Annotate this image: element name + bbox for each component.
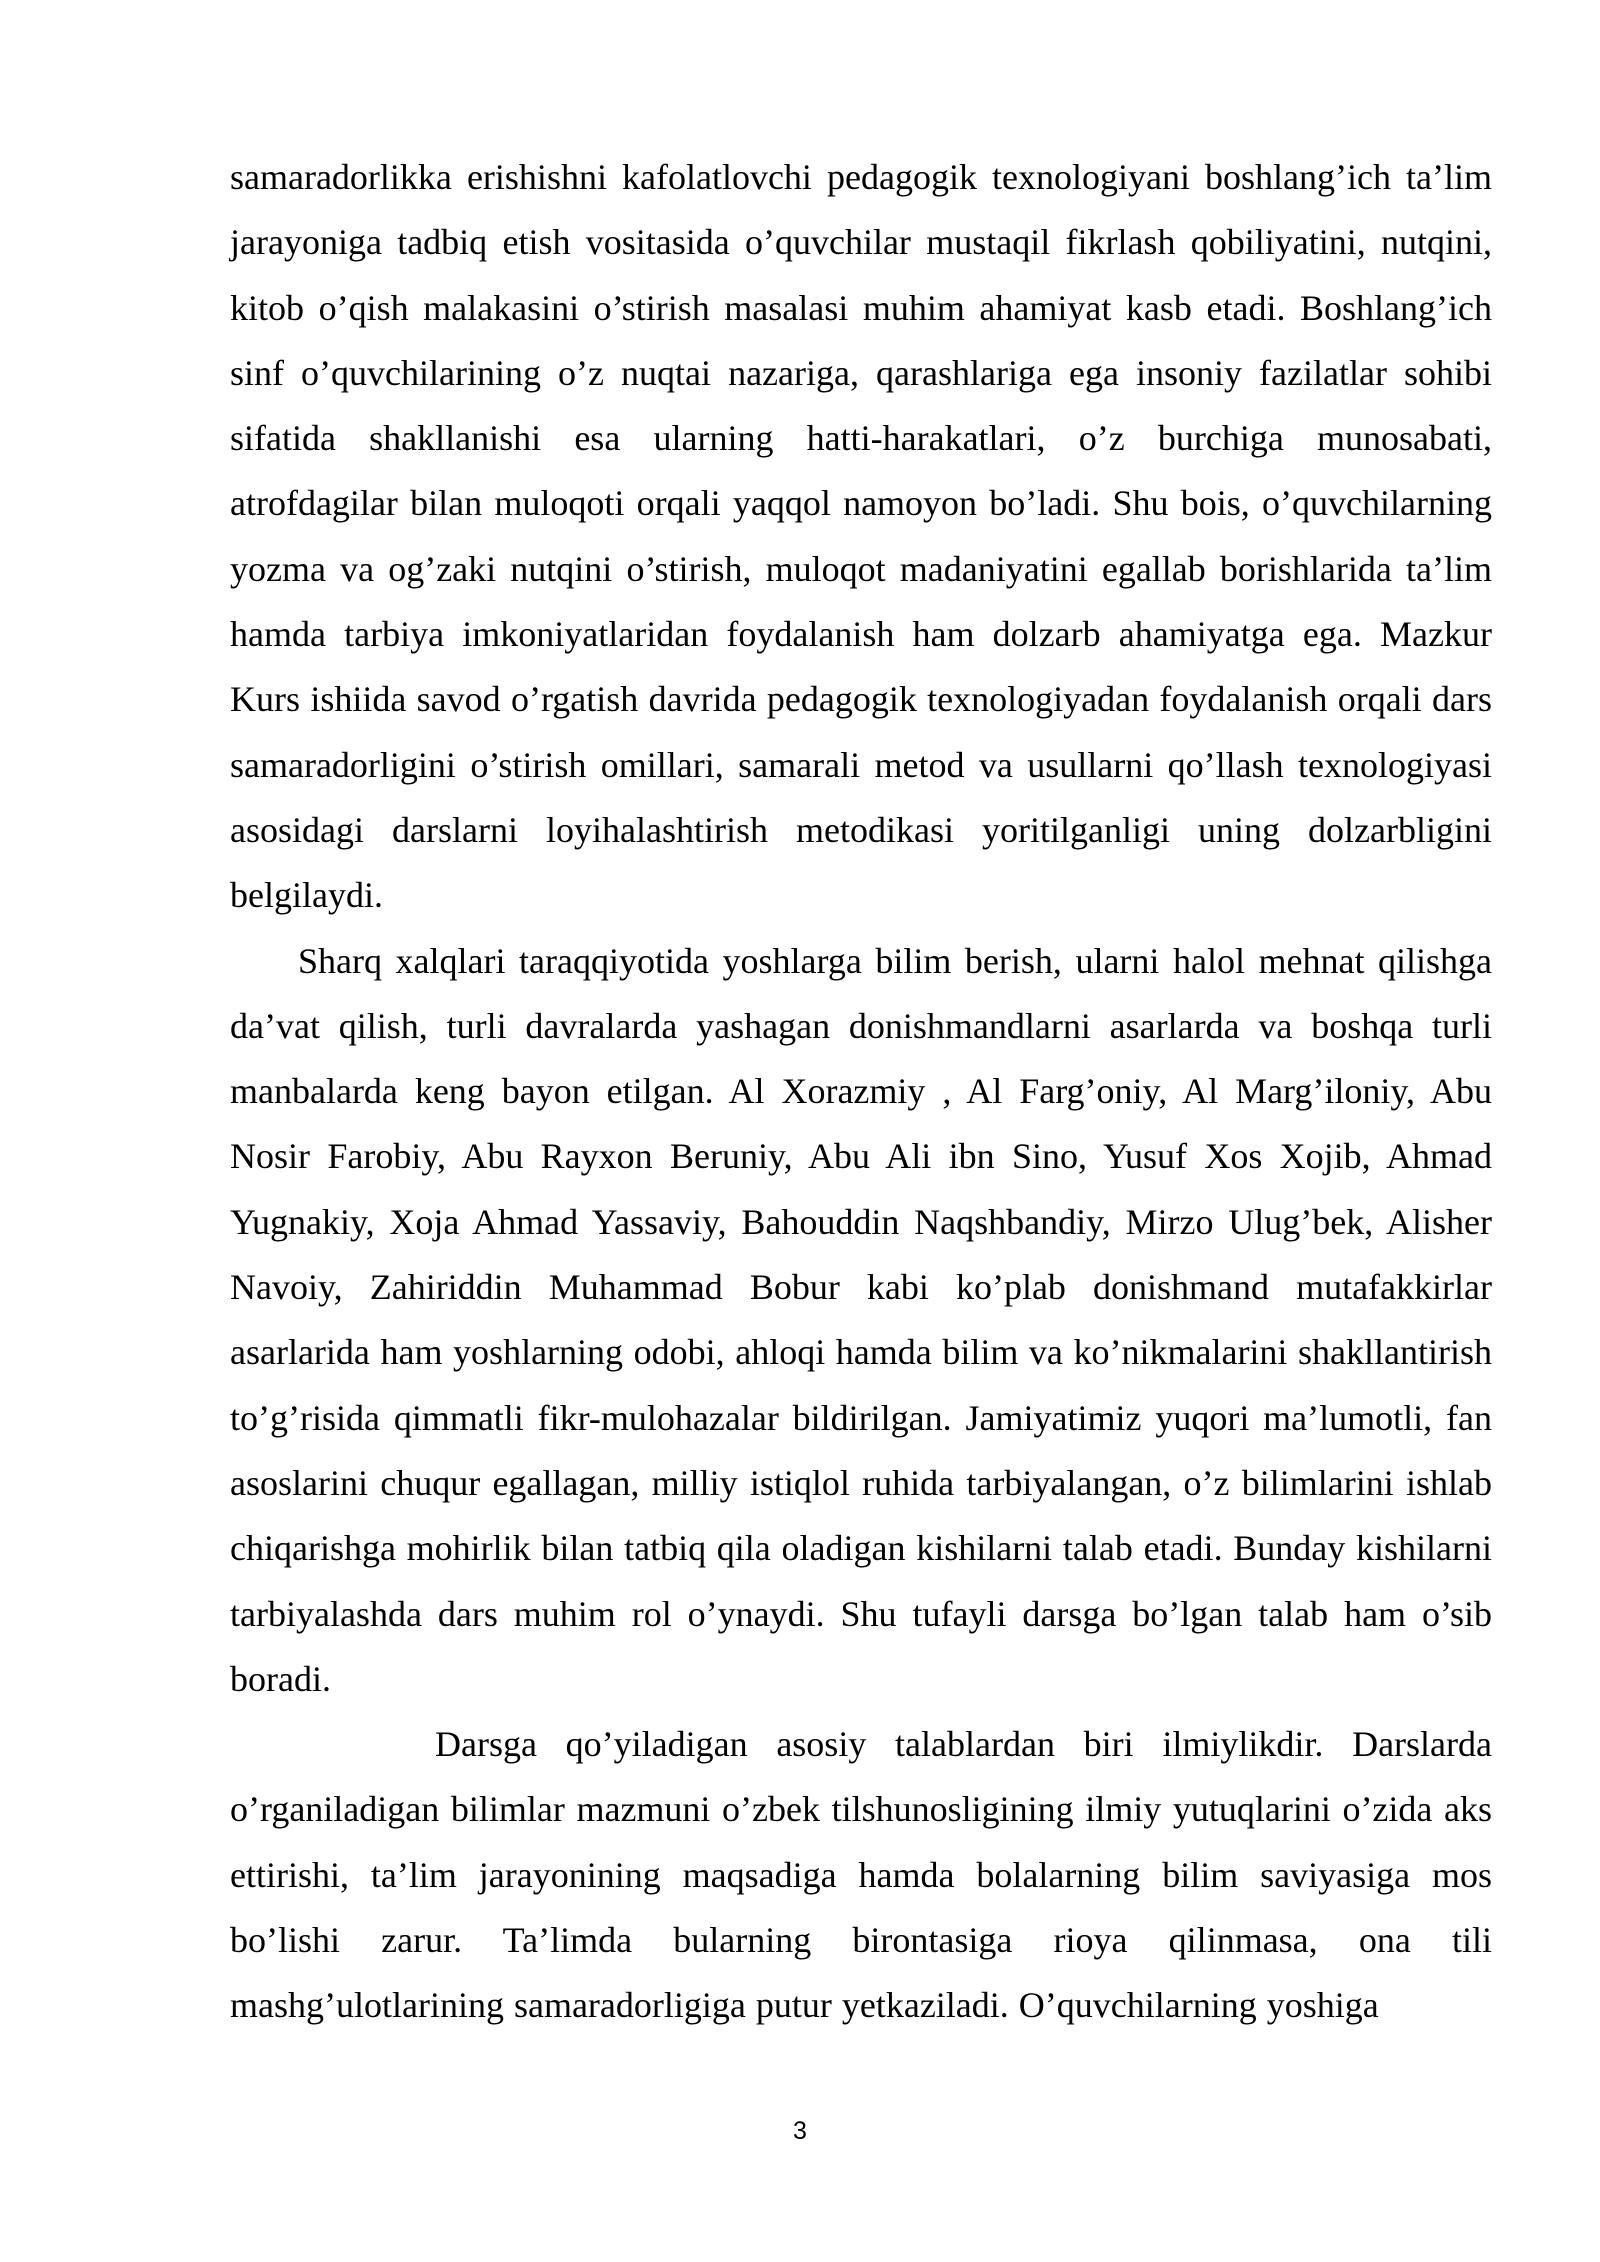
paragraph-2: Sharq xalqlari taraqqiyotida yoshlarga bilim berish, ularni halol mehnat qilishga da’vat qilish, turli davralarda yashagan donishmandlarni asarlarda va boshqa turli manbalarda keng bayon etilgan. Al Xorazmiy , Al Farg’oniy, Al Marg’iloniy, Abu Nosir Farobiy, Abu Rayxon Beruniy, Abu Ali ibn Sino, Yusuf Xos Xojib, Ahmad Yugnakiy, Xoja Ahmad Yassaviy, Bahouddin Naqshbandiy, Mirzo Ulug’bek, Alisher Navoiy, Zahiriddin Muhammad Bobur kabi ko’plab donishmand mutafakkirlar asarlarida ham yoshlarning odobi, ahloqi hamda bilim va ko’nikmalarini shakllantirish to’g’risida qimmatli fikr-mulohazalar bildirilgan. Jamiyatimiz yuqori ma’lumotli, fan asoslarini chuqur egallagan, milliy istiqlol ruhida tarbiyalangan, o’z bilimlarini ishlab chiqarishga mohirlik bilan tatbiq qila oladigan kishilarni talab etadi. Bunday kishilarni tarbiyalashda dars muhim rol o’ynaydi. Shu tufayli darsga bo’lgan talab ham o’sib boradi. [230,940,1492,1699]
paragraph-1: samaradorlikka erishishni kafolatlovchi pedagogik texnologiyani boshlang’ich ta’lim jarayoniga tadbiq etish vositasida o’quvchilar mustaqil fikrlash qobiliyatini, nutqini, kitob o’qish malakasini o’stirish masalasi muhim ahamiyat kasb etadi. Boshlang’ich sinf o’quvchilarining o’z nuqtai nazariga, qarashlariga ega insoniy fazilatlar sohibi sifatida shakllanishi esa ularning hatti-harakatlari, o’z burchiga munosabati, atrofdagilar bilan muloqoti orqali yaqqol namoyon bo’ladi. Shu bois, o’quvchilarning yozma va og’zaki nutqini o’stirish, muloqot madaniyatini egallab borishlarida ta’lim hamda tarbiya imkoniyatlaridan foydalanish ham dolzarb ahamiyatga ega. Mazkur Kurs ishiida savod o’rgatish davrida pedagogik texnologiyadan foydalanish orqali dars samaradorligini o’stirish omillari, samarali metod va usullarni qo’llash texnologiyasi asosidagi darslarni loyihalashtirish metodikasi yoritilganligi uning dolzarbligini belgilaydi. [230,157,1492,916]
text-body [230,145,1492,2039]
page-number: 3 [793,2117,807,2145]
paragraph-3: Darsga qo’yiladigan asosiy talablardan biri ilmiylikdir. Darslarda o’rganiladigan bilimlar mazmuni o’zbek tilshunosligining ilmiy yutuqlarini o’zida aks ettirishi, ta’lim jarayonining maqsadiga hamda bolalarning bilim saviyasiga mos bo’lishi zarur. Ta’limda bularning birontasiga rioya qilinmasa, ona tili mashg’ulotlarining samaradorligiga putur yetkaziladi. O’quvchilarning yoshiga [230,1724,1492,2026]
